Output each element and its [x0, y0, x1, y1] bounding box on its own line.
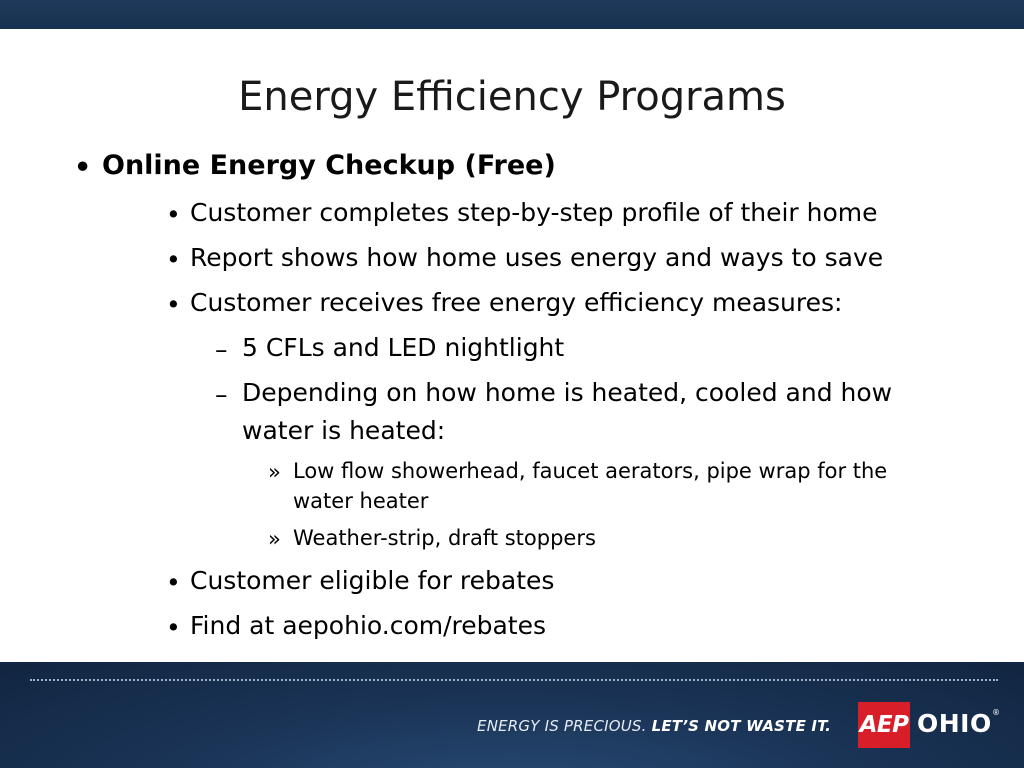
bullet-low-flow-line1: Low flow showerhead, faucet aerators, pipe wrap for the	[293, 459, 888, 483]
footer-tagline	[477, 717, 831, 735]
bullet-profile: Customer completes step-by-step profile of their home	[190, 198, 878, 227]
bullet-glyph: •	[166, 613, 181, 642]
bullet-weather-strip: Weather-strip, draft stoppers	[293, 526, 596, 550]
slide-title: Energy Efficiency Programs	[238, 74, 786, 120]
bullet-rebates-eligible: Customer eligible for rebates	[190, 566, 555, 595]
bullet-free-measures: Customer receives free energy efficiency measures:	[190, 288, 843, 317]
bullet-glyph: »	[268, 460, 281, 484]
bullet-online-energy-checkup: Online Energy Checkup (Free)	[102, 150, 556, 181]
bullet-glyph: •	[166, 245, 181, 274]
bullet-glyph: »	[268, 527, 281, 551]
footer-dotted-divider	[30, 679, 998, 681]
logo-aep-box: AEP	[858, 702, 910, 748]
top-header-band	[0, 0, 1024, 29]
bullet-glyph: –	[215, 380, 228, 409]
bullet-cfls: 5 CFLs and LED nightlight	[242, 333, 565, 362]
logo-registered-mark: ®	[992, 708, 1000, 717]
tagline-plain: ENERGY IS PRECIOUS.	[477, 717, 647, 735]
aep-ohio-logo	[858, 702, 1000, 748]
bullet-find-at: Find at aepohio.com/rebates	[190, 611, 547, 640]
bullet-depending-line2: water is heated:	[242, 416, 446, 445]
bullet-glyph: •	[166, 200, 181, 229]
bullet-low-flow-line2: water heater	[293, 489, 429, 513]
bullet-glyph: •	[74, 152, 92, 183]
tagline-bold: LET’S NOT WASTE IT.	[651, 717, 831, 735]
bullet-report: Report shows how home uses energy and ways to save	[190, 243, 884, 272]
bullet-depending-line1: Depending on how home is heated, cooled and how	[242, 378, 893, 407]
bullet-glyph: –	[215, 335, 228, 364]
bullet-glyph: •	[166, 290, 181, 319]
bullet-glyph: •	[166, 568, 181, 597]
logo-ohio-text: OHIO	[917, 709, 992, 738]
